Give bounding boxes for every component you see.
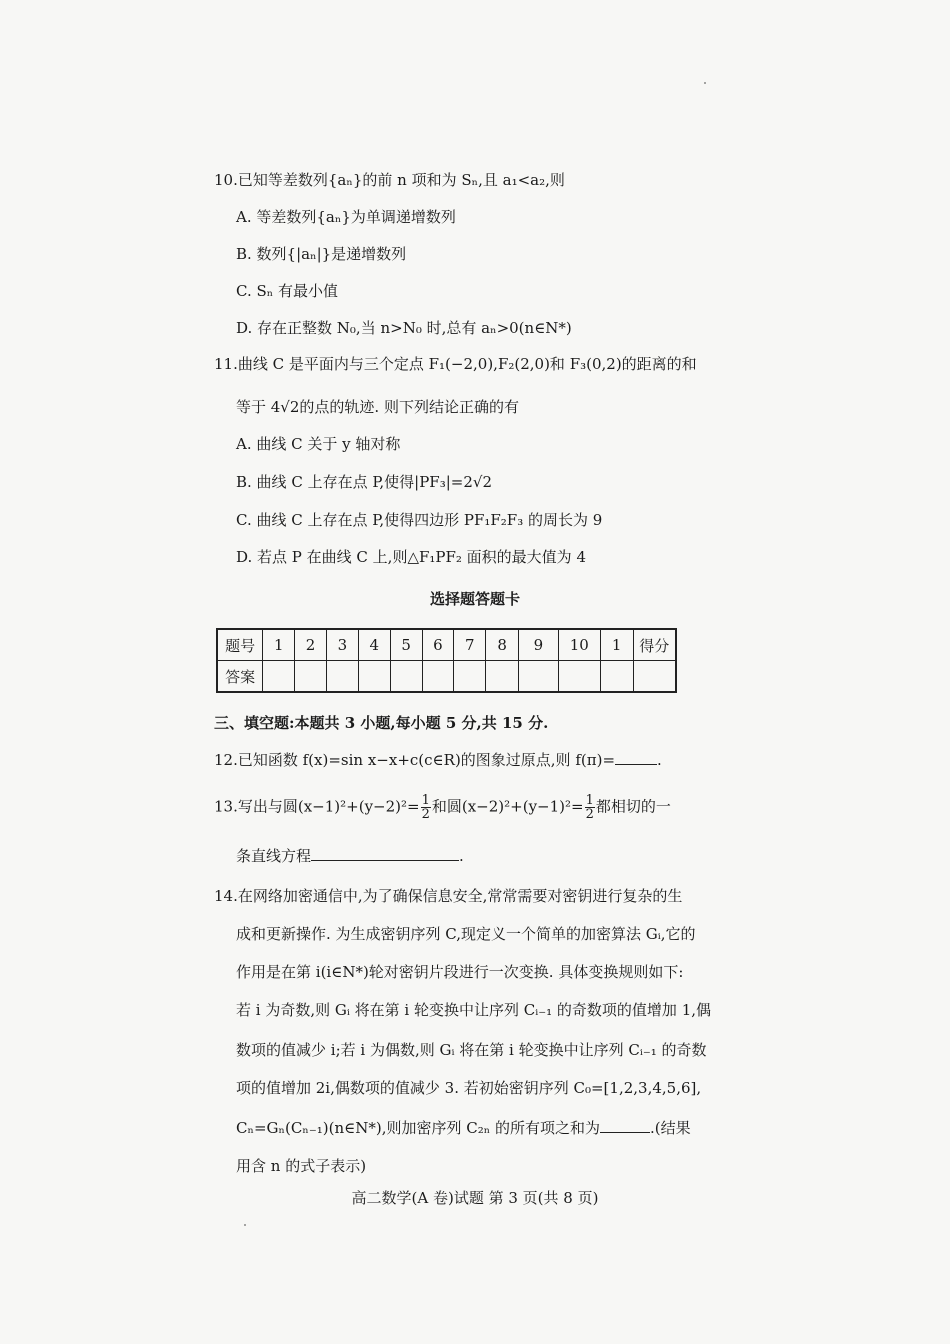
scan-speck (244, 1224, 246, 1226)
q12 (214, 750, 662, 770)
question-number: 4 (358, 629, 390, 661)
scan-speck (704, 82, 706, 84)
answer-cell[interactable] (263, 661, 295, 693)
q13-part3: 都相切的一 (595, 797, 671, 816)
q13-line2 (236, 846, 464, 866)
q13-line2-text: 条直线方程 (236, 847, 312, 865)
question-number: 8 (486, 629, 519, 661)
question-number: 5 (390, 629, 422, 661)
q10-option-b: B. 数列{|aₙ|}是递增数列 (236, 245, 407, 263)
answer-cell[interactable] (600, 661, 633, 693)
q14-answer-blank[interactable] (600, 1118, 650, 1133)
q10-option-c: C. Sₙ 有最小值 (236, 282, 339, 300)
q13-fraction-2 (585, 794, 595, 821)
answer-cell[interactable] (295, 661, 327, 693)
score-label: 得分 (633, 629, 676, 661)
answer-card-number-row (217, 629, 676, 661)
q14-line7 (236, 1118, 691, 1138)
q10-option-a: A. 等差数列{aₙ}为单调递增数列 (236, 208, 456, 226)
q12-answer-blank[interactable] (615, 750, 657, 765)
q14-line7b: .(结果 (650, 1119, 691, 1137)
q14-line5: 数项的值减少 i;若 i 为偶数,则 Gᵢ 将在第 i 轮变换中让序列 Cᵢ₋₁ 的奇数 (236, 1041, 707, 1059)
answer-card-answer-row (217, 661, 676, 693)
question-number: 7 (454, 629, 486, 661)
q13-part2: 和圆(x−2)²+(y−1)²= (431, 797, 584, 816)
q11-stem-line2: 等于 4√2的点的轨迹. 则下列结论正确的有 (236, 398, 519, 416)
question-number: 3 (326, 629, 358, 661)
answer-cell[interactable] (454, 661, 486, 693)
answer-cell[interactable] (358, 661, 390, 693)
section-3-desc: 本题共 3 小题,每小题 5 分,共 15 分. (294, 714, 549, 732)
answer-cell[interactable] (422, 661, 454, 693)
q14-line2: 成和更新操作. 为生成密钥序列 C,现定义一个简单的加密算法 Gᵢ,它的 (236, 925, 696, 943)
row-label-number: 题号 (217, 629, 263, 661)
fraction-denominator: 2 (421, 807, 430, 822)
q10-stem: 10.已知等差数列{aₙ}的前 n 项和为 Sₙ,且 a₁<a₂,则 (214, 171, 565, 189)
answer-card-table (216, 628, 677, 693)
q11-option-d: D. 若点 P 在曲线 C 上,则△F₁PF₂ 面积的最大值为 4 (236, 548, 586, 566)
answer-cell[interactable] (486, 661, 519, 693)
page-footer: 高二数学(A 卷)试题 第 3 页(共 8 页) (351, 1189, 599, 1207)
q13-part1: 13.写出与圆(x−1)²+(y−2)²= (214, 797, 420, 816)
answer-cell[interactable] (519, 661, 559, 693)
q14-line6: 项的值增加 2i,偶数项的值减少 3. 若初始密钥序列 C₀=[1,2,3,4,5,6], (236, 1079, 702, 1097)
q12-text: 12.已知函数 f(x)=sin x−x+c(c∈R)的图象过原点,则 f(π)= (214, 751, 616, 769)
question-number: 6 (422, 629, 454, 661)
q13-line1 (214, 794, 671, 821)
q14-line3: 作用是在第 i(i∈N*)轮对密钥片段进行一次变换. 具体变换规则如下: (236, 963, 684, 981)
q12-end: . (657, 751, 662, 769)
q13-end: . (459, 847, 464, 865)
q11-option-c: C. 曲线 C 上存在点 P,使得四边形 PF₁F₂F₃ 的周长为 9 (236, 511, 603, 529)
question-number: 1 (263, 629, 295, 661)
question-number: 9 (519, 629, 559, 661)
fraction-numerator: 1 (585, 793, 594, 808)
q10-option-d: D. 存在正整数 N₀,当 n>N₀ 时,总有 aₙ>0(n∈N*) (236, 319, 572, 337)
q11-stem-line1: 11.曲线 C 是平面内与三个定点 F₁(−2,0),F₂(2,0)和 F₃(0,2)的距离的和 (214, 355, 697, 373)
row-label-answer: 答案 (217, 661, 263, 693)
q13-fraction-1 (421, 794, 431, 821)
answer-cell[interactable] (326, 661, 358, 693)
question-number: 2 (295, 629, 327, 661)
question-number: 1 (600, 629, 633, 661)
answer-cell[interactable] (390, 661, 422, 693)
score-cell[interactable] (633, 661, 676, 693)
fraction-numerator: 1 (421, 793, 430, 808)
q14-line4: 若 i 为奇数,则 Gᵢ 将在第 i 轮变换中让序列 Cᵢ₋₁ 的奇数项的值增加 1,偶 (236, 1001, 712, 1019)
answer-card-title: 选择题答题卡 (429, 590, 520, 608)
section-3-heading (214, 712, 548, 733)
answer-cell[interactable] (558, 661, 600, 693)
q11-option-b: B. 曲线 C 上存在点 P,使得|PF₃|=2√2 (236, 473, 492, 491)
section-3-title: 三、填空题: (214, 714, 295, 732)
q11-option-a: A. 曲线 C 关于 y 轴对称 (236, 435, 401, 453)
q13-answer-blank[interactable] (311, 846, 459, 861)
q14-line8: 用含 n 的式子表示) (236, 1157, 367, 1175)
q14-line7a: Cₙ=Gₙ(Cₙ₋₁)(n∈N*),则加密序列 C₂ₙ 的所有项之和为 (236, 1119, 600, 1137)
question-number: 10 (558, 629, 600, 661)
q14-line1: 14.在网络加密通信中,为了确保信息安全,常常需要对密钥进行复杂的生 (214, 887, 683, 905)
fraction-denominator: 2 (585, 807, 594, 822)
